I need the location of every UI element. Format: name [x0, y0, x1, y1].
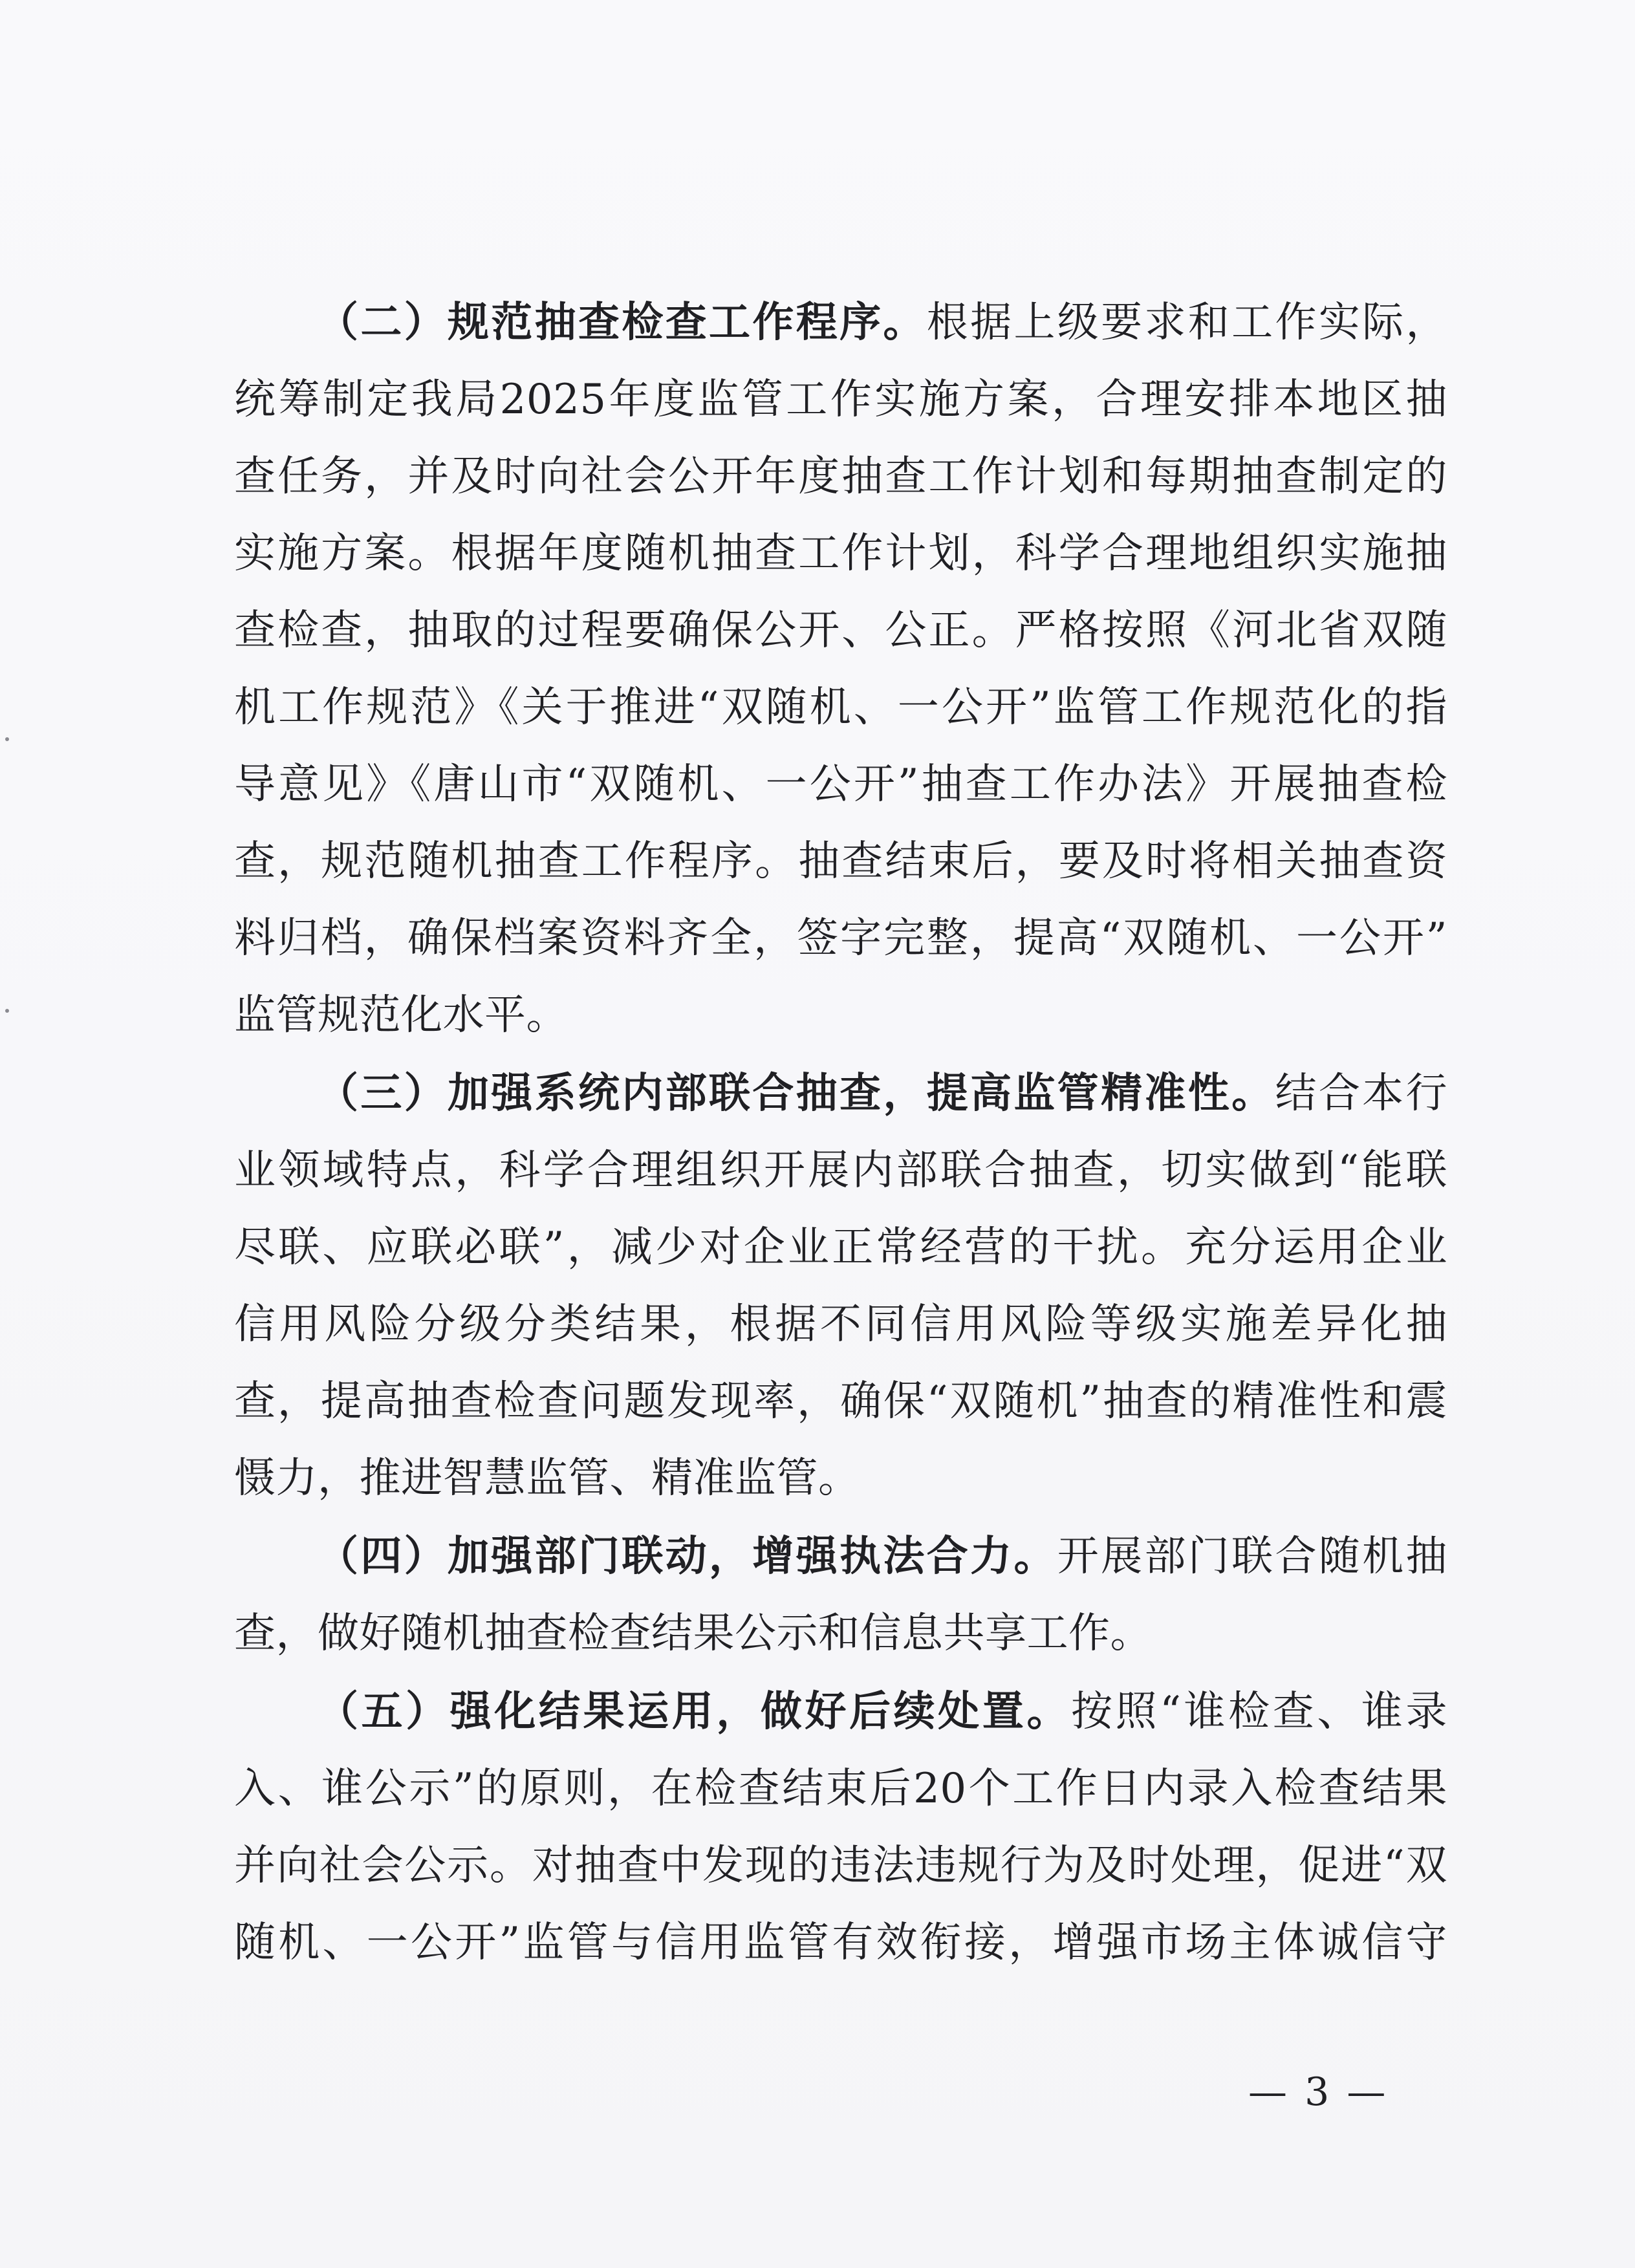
scan-artifact-dot — [5, 737, 9, 741]
paragraph-line: 入、谁公示”的原则，在检查结束后20个工作日内录入检查结果 — [234, 1765, 1447, 1813]
paragraph-line: （四）加强部门联动，增强执法合力。开展部门联合随机抽 — [317, 1533, 1448, 1581]
paragraph-5 — [234, 1674, 1447, 1982]
paragraph-line: 并向社会公示。对抽查中发现的违法违规行为及时处理，促进“双 — [234, 1842, 1447, 1890]
section-heading-4: （四）加强部门联动，增强执法合力。 — [317, 1533, 1057, 1581]
paragraph-line: 查检查，抽取的过程要确保公开、公正。严格按照《河北省双随 — [234, 607, 1447, 654]
paragraph-line: 业领域特点，科学合理组织开展内部联合抽查，切实做到“能联 — [234, 1147, 1447, 1194]
paragraph-line: 慑力，推进智慧监管、精准监管。 — [234, 1454, 860, 1502]
paragraph-line: 查任务，并及时向社会公开年度抽查工作计划和每期抽查制定的 — [234, 453, 1447, 501]
paragraph-line: 查，做好随机抽查检查结果公示和信息共享工作。 — [234, 1610, 1152, 1658]
paragraph-line: 料归档，确保档案资料齐全，签字完整，提高“双随机、一公开” — [234, 914, 1447, 962]
paragraph-line: 统筹制定我局2025年度监管工作实施方案，合理安排本地区抽 — [234, 376, 1447, 424]
document-body — [234, 285, 1447, 1983]
paragraph-line: 查，提高抽查检查问题发现率，确保“双随机”抽查的精准性和震 — [234, 1377, 1447, 1425]
paragraph-line: 导意见》《唐山市“双随机、一公开”抽查工作办法》开展抽查检 — [234, 761, 1447, 808]
paragraph-line: 尽联、应联必联”，减少对企业正常经营的干扰。充分运用企业 — [234, 1224, 1447, 1271]
section-heading-5: （五）强化结果运用，做好后续处置。 — [317, 1688, 1072, 1736]
paragraph-line: 监管规范化水平。 — [234, 991, 568, 1039]
paragraph-line: 机工作规范》《关于推进“双随机、一公开”监管工作规范化的指 — [234, 684, 1447, 731]
page-number: — 3 — — [1248, 2069, 1389, 2115]
paragraph-line: （三）加强系统内部联合抽查，提高监管精准性。结合本行 — [317, 1070, 1448, 1118]
section-heading-2: （二）规范抽查检查工作程序。 — [317, 299, 927, 347]
scan-artifact-dot — [5, 1009, 9, 1013]
paragraph-line: （二）规范抽查检查工作程序。根据上级要求和工作实际， — [317, 299, 1448, 347]
section-heading-3: （三）加强系统内部联合抽查，提高监管精准性。 — [317, 1070, 1275, 1118]
paragraph-line: 实施方案。根据年度随机抽查工作计划，科学合理地组织实施抽 — [234, 530, 1447, 578]
paragraph-line: （五）强化结果运用，做好后续处置。按照“谁检查、谁录 — [317, 1688, 1448, 1736]
paragraph-line: 随机、一公开”监管与信用监管有效衔接，增强市场主体诚信守 — [234, 1919, 1447, 1967]
paragraph-3 — [234, 1055, 1447, 1517]
paragraph-line: 信用风险分级分类结果，根据不同信用风险等级实施差异化抽 — [234, 1301, 1447, 1348]
paragraph-4 — [234, 1518, 1447, 1672]
paragraph-2 — [234, 285, 1447, 1054]
paragraph-line: 查，规范随机抽查工作程序。抽查结束后，要及时将相关抽查资 — [234, 837, 1447, 885]
